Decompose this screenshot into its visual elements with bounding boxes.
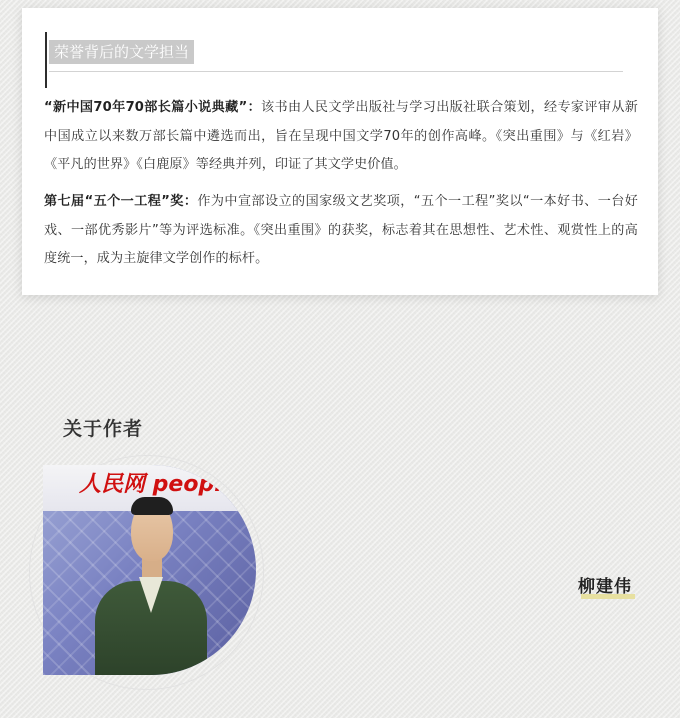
paragraph-five-one-award	[44, 188, 638, 274]
title-divider	[49, 71, 623, 72]
photo-banner-logo: 人民网 people	[79, 472, 237, 497]
author-photo[interactable]	[43, 465, 256, 675]
about-author-heading: 关于作者	[63, 418, 144, 440]
paragraph-1-heading: “新中国70年70部长篇小说典藏”：	[44, 100, 262, 115]
card-title: 荣誉背后的文学担当	[49, 40, 194, 64]
title-accent-line	[45, 32, 47, 88]
paragraph-classic-collection	[44, 94, 638, 180]
paragraph-2-heading: 第七届“五个一工程”奖：	[44, 194, 198, 209]
honor-card	[22, 8, 658, 295]
paragraph-2-text: 作为中宣部设立的国家级文艺奖项，“五个一工程”奖以“一本好书、一台好戏、一部优秀影片”等为评选标准。《突出重围》的获奖，标志着其在思想性、艺术性、观赏性上的高度统一，成为主旋律文学创作的标杆。	[44, 194, 639, 266]
author-name: 柳建伟	[578, 577, 632, 597]
person-hair	[131, 497, 173, 515]
paragraph-1-text: 该书由人民文学出版社与学习出版社联合策划，经专家评审从新中国成立以来数万部长篇中遴选而出，旨在呈现中国文学70年的创作高峰。《突出重围》与《红岩》《平凡的世界》《白鹿原》等经典并列，印证了其文学史价值。	[44, 100, 638, 172]
